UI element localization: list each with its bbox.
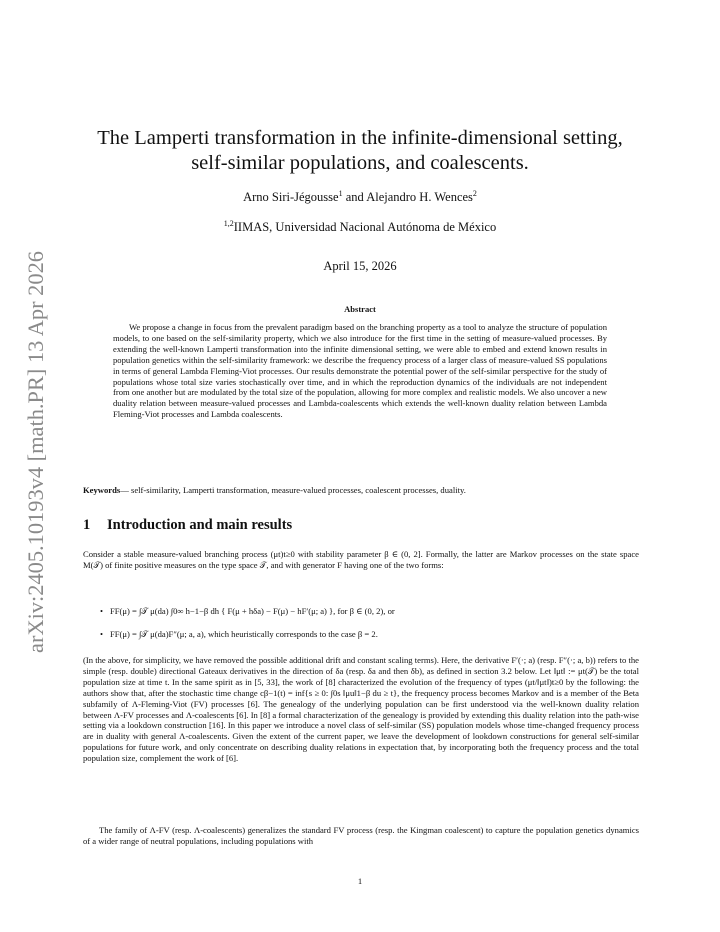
affiliation-mark: 2 xyxy=(472,189,477,198)
arxiv-identifier-stamp xyxy=(18,248,52,658)
arxiv-identifier-text: arXiv:2405.10193v4 [math.PR] 13 Apr 2026 xyxy=(23,258,48,653)
list-item xyxy=(100,598,638,624)
section-heading xyxy=(83,517,292,534)
title-line-2: self-similar populations, and coalescents. xyxy=(191,152,529,174)
body-paragraph: Consider a stable measure-valued branching process (μt)t≥0 with stability parameter β ∈ (0, 2]. Formally, the latter are Markov processes on the state space M(𝒯) of finite positive measures on the type space 𝒯, and with generator F having one of the two forms: xyxy=(83,549,639,570)
list-item-text: FF(μ) = ∫𝒯 μ(da) ∫0∞ h−1−β dh { F(μ + hδa) − F(μ) − hF′(μ; a) }, for β ∈ (0, 2), or xyxy=(110,606,395,616)
keywords-text: — self-similarity, Lamperti transformation, measure-valued processes, coalescent processes, duality. xyxy=(120,485,466,495)
page-number: 1 xyxy=(357,876,363,886)
abstract-body: We propose a change in focus from the prevalent paradigm based on the branching property as a tool to analyze the structure of population models, to one based on the self-similarity property, which we also introduce for the first time in the setting of measure-valued processes. By extending the well-known Lamperti transformation into the infinite dimensional setting, we were able to embed and extend known results in population genetics within the self-similarity framework: we describe the frequency process of a larger class of measure-valued SS populations in terms of general Lambda Fleming-Viot processes. Our results demonstrate the potential power of the self-similar perspective for the study of populations whose total size varies stochastically over time, and in which the reproduction dynamics of the individuals are not independent from one another but are modulated by the total size of the population, allowing for more complex and realistic models. We also uncover a new duality relation between measure-valued processes and Lambda-coalescents which extends the well-known duality relation between Lambda Fleming-Viot processes and Lambda coalescents. xyxy=(113,322,607,420)
affiliation-mark: 1 xyxy=(338,189,343,198)
title-line-1: The Lamperti transformation in the infinite-dimensional setting, xyxy=(97,127,623,149)
affiliation-marks: 1,2 xyxy=(223,219,234,228)
body-paragraph: The family of Λ-FV (resp. Λ-coalescents) generalizes the standard FV process (resp. the Kingman coalescent) to capture the population genetics dynamics of a wider range of neutral populations, including populations with xyxy=(83,825,639,846)
author-connector: and xyxy=(342,190,367,204)
author-list xyxy=(60,190,660,205)
list-item-text: FF(μ) = ∫𝒯 μ(da)F″(μ; a, a), which heuristically corresponds to the case β = 2. xyxy=(110,629,378,639)
bullet-icon: • xyxy=(100,606,104,616)
affiliation-text: IIMAS, Universidad Nacional Autónoma de México xyxy=(233,220,497,234)
section-number: 1 xyxy=(83,517,91,533)
section-title: Introduction and main results xyxy=(107,517,293,533)
abstract-heading: Abstract xyxy=(344,304,376,314)
list-item xyxy=(100,628,638,640)
body-paragraph: (In the above, for simplicity, we have removed the possible additional drift and constant scaling terms). Here, the derivative F′(·; a) (resp. F″(·; a, b)) refers to the simple (resp. double) directional Gateaux derivatives in the direction of δa (resp. δa and then δb), as defined in section 3.2 below. Let ‖μt‖ := μt(𝒯) be the total population size at time t. In the same spirit as in [5, 33], the work of [8] characterized the evolution of the frequency of types (μt/‖μt‖)t≥0 by the following: the authors show that, after the stochastic time change cβ−1(t) = inf{s ≥ 0: ∫0s ‖μu‖1−β du ≥ t}, the frequency process becomes Markov and is a member of the Beta subfamily of Λ-Fleming-Viot (FV) processes [6]. The genealogy of the underlying population can be first understood via the well-known duality relation between Λ-FV processes and Λ-coalescents [6]. In [8] a formal characterization of the genealogy is provided by extending this duality relation into the path-wise setting via a lookdown construction [16]. In this paper we introduce a novel class of self-similar (SS) population models whose time-changed frequency process are in duality with general Λ-coalescents. Given the extent of the current paper, we leave the development of lookdown constructions for general self-similar populations for future work, and only concentrate on describing duality relations in expectation that, by incorporating both the frequency process and the total population size, complement the work of [6]. xyxy=(83,655,639,764)
keywords-line xyxy=(83,485,639,495)
paper-title xyxy=(60,126,660,176)
generator-forms-list xyxy=(100,598,638,640)
keywords-label: Keywords xyxy=(83,485,121,495)
affiliation xyxy=(60,220,660,235)
author-name: Alejandro H. Wences xyxy=(366,190,473,204)
publication-date: April 15, 2026 xyxy=(323,259,397,273)
author-name: Arno Siri-Jégousse xyxy=(243,190,339,204)
bullet-icon: • xyxy=(100,629,104,639)
